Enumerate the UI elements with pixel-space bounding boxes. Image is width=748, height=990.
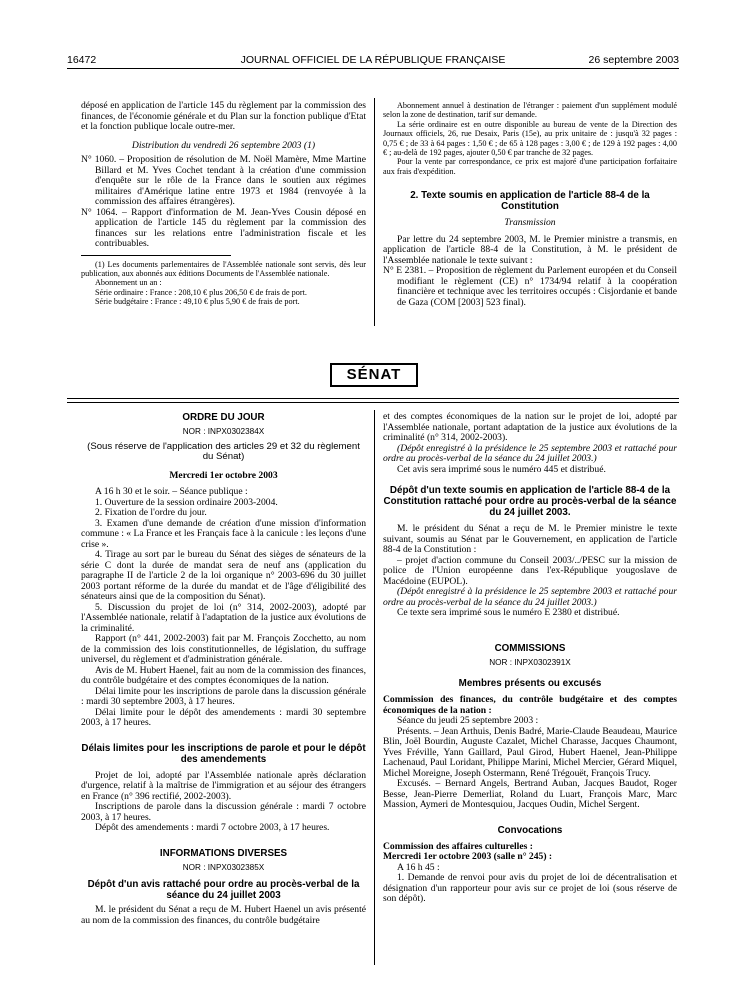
depot-amendements: Dépôt des amendements : mardi 7 octobre 2003, à 17 heures. [95, 822, 330, 833]
delai-amendements: Délai limite pour le dépôt des amendements : mardi 30 septembre 2003, à 17 heures. [81, 706, 366, 728]
rapport-paragraph: Rapport (n° 441, 2002-2003) fait par M. François Zocchetto, au nom de la commission des lois constitutionnelles, de législation, du suffrage universel, du règlement et d'administration générale. [81, 633, 366, 665]
excuses-list: Excusés. – Bernard Angels, Bertrand Auban, Jacques Baudot, Roger Besse, Jean-Pierre Demerliat, Roland du Luart, François Marc, Marc Massion, Aymeri de Montesquiou, Jacques Oudin, Michel Sergent. [383, 778, 677, 810]
reserve-subheading: (Sous réserve de l'application des articles 29 et 32 du règlement du Sénat) [87, 440, 360, 462]
header-rule [67, 68, 679, 69]
transmission-paragraph: Par lettre du 24 septembre 2003, M. le Premier ministre a transmis, en application de l'article 88-4 de la Constitution, à M. le président de l'Assemblée nationale le texte suivant : [383, 233, 677, 266]
seance-date: Séance du jeudi 25 septembre 2003 : [397, 715, 539, 726]
avis-paragraph: Avis de M. Hubert Haenel, fait au nom de la commission des finances, du contrôle budgétaire et des comptes économiques de la nation. [81, 664, 366, 686]
immigration-bill: Projet de loi, adopté par l'Assemblée nationale après déclaration d'urgence, relatif à la maîtrise de l'immigration et au séjour des étrangers en France (n° 396 rectifié, 2002-2003). [81, 769, 366, 802]
informations-diverses-heading: INFORMATIONS DIVERSES [159, 847, 288, 859]
commissions-heading: COMMISSIONS [494, 642, 566, 654]
document-1064: N° 1064. – Rapport d'information de M. Jean-Yves Cousin déposé en application de l'article 145 du règlement par la commission des finances sur les relations entre l'administration fiscale et les contribuables. [81, 206, 366, 249]
agenda-item-4: 4. Tirage au sort par le bureau du Sénat des sièges de sénateurs de la série C dont la durée de mandat sera de neuf ans (application du paragraphe II de l'article 2 de la loi organique n° 2003-696 du 30 juillet 2003 portant réforme de la durée du mandat et de l'âge d'éligibilité des sénateurs ainsi que de la composition du Sénat). [81, 549, 366, 602]
footnote-budget-series: Série budgétaire : France : 49,10 € plus 5,90 € de frais de port. [95, 297, 300, 307]
section-double-rule [67, 398, 679, 403]
mail-order-note: Pour la vente par correspondance, ce prix est majoré d'une participation forfaitaire aux frais d'expédition. [383, 157, 677, 176]
foreign-subscription: Abonnement annuel à destination de l'étranger : paiement d'un supplément modulé selon la zone de destination, tarif sur demande. [383, 101, 677, 120]
top-left-column [81, 101, 366, 307]
depot-avis-heading: Dépôt d'un avis rattaché pour ordre au procès-verbal de la séance du 24 juillet 2003 [87, 879, 360, 901]
haenel-avis: M. le président du Sénat a reçu de M. Hubert Haenel un avis présenté au nom de la commission des finances, du contrôle budgétaire [81, 904, 366, 926]
delais-limites-heading: Délais limites pour les inscriptions de parole et pour le dépôt des amendements [81, 742, 366, 765]
texte-recu: M. le président du Sénat a reçu de M. le Premier ministre le texte suivant, soumis au Sénat par le Gouvernement, en application de l'article 88-4 de la Constitution : [383, 523, 677, 555]
top-right-column [383, 101, 677, 308]
convocation-item-1: 1. Demande de renvoi pour avis du projet de loi de décentralisation et désignation d'un rapporteur pour avis sur ce projet de loi (sous réserve de son dépôt). [383, 872, 677, 904]
texte-numero: Ce texte sera imprimé sous le numéro E 2380 et distribué. [397, 607, 620, 618]
footnote-subscription: Abonnement un an : [95, 278, 162, 288]
agenda-item-1: 1. Ouverture de la session ordinaire 2003-2004. [95, 496, 278, 508]
agenda-item-2: 2. Fixation de l'ordre du jour. [95, 507, 207, 518]
projet-action-commune: – projet d'action commune du Conseil 2003/../PESC sur la mission de police de l'Union européenne dans l'ex-République yougoslave de Macédoine (EUPOL). [383, 554, 677, 587]
depot-enregistre-1: (Dépôt enregistré à la présidence le 25 septembre 2003 et rattaché pour ordre au procès-verbal de la séance du 24 juillet 2003.) [383, 442, 677, 464]
avis-numero: Cet avis sera imprimé sous le numéro 445 et distribué. [397, 463, 606, 475]
journal-title: JOURNAL OFFICIEL DE LA RÉPUBLIQUE FRANÇAISE [240, 54, 506, 66]
nor-reference-2: NOR : INPX0302385X [182, 862, 265, 872]
convocation-time: A 16 h 45 : [397, 861, 440, 873]
presents-list: Présents. – Jean Arthuis, Denis Badré, Marie-Claude Beaudeau, Maurice Blin, Joël Bourdin, Auguste Cazalet, Michel Charasse, Jacques Chaumont, Yves Fréville, Yann Gaillard, Paul Girod, Hubert Haenel, Jean-Philippe Lachenaud, Paul Loridant, Philippe Marini, Michel Mercier, Gérard Miquel, Michel Moreigne, Joseph Ostermann, René Trégouët, François Trucy. [383, 725, 677, 779]
delai-parole: Délai limite pour les inscriptions de parole dans la discussion générale : mardi 30 septembre 2003, à 17 heures. [81, 685, 366, 707]
transmission-heading: Transmission [504, 217, 556, 229]
convocation-date: Mercredi 1er octobre 2003 (salle n° 245) : [383, 851, 553, 862]
issue-date: 26 septembre 2003 [588, 54, 679, 66]
footnote-ordinary-series: Série ordinaire : France : 208,10 € plus 206,50 € de frais de port. [95, 287, 307, 297]
article-88-4-heading: 2. Texte soumis en application de l'article 88-4 de la Constitution [410, 190, 650, 213]
agenda-item-5: 5. Discussion du projet de loi (n° 314, 2002-2003), adopté par l'Assemblée nationale, relatif à l'adaptation de la justice aux évolutions de la criminalité. [81, 601, 366, 634]
seance-publique: A 16 h 30 et le soir. – Séance publique : [95, 486, 248, 497]
nor-reference-1: NOR : INPX0302384X [182, 427, 265, 436]
running-header [67, 54, 679, 68]
distribution-heading: Distribution du vendredi 26 septembre 2003 (1) [131, 139, 316, 151]
bottom-column-rule [374, 410, 375, 965]
convocations-heading: Convocations [497, 824, 563, 836]
senat-title-box: SÉNAT [330, 363, 418, 387]
sale-prices: La série ordinaire est en outre disponible au bureau de vente de la Direction des Journaux officiels, 26, rue Desaix, Paris (15e), au prix unitaire de : jusqu'à 32 pages : 0,75 € ; de 33 à 64 pages : 1,50 € ; de 65 à 128 pages : 3,00 € ; de 129 à 192 pages : 4,00 € ; au-delà de 192 pages, ajouter 0,50 € par tranche de 32 pages. [383, 119, 677, 158]
footnote-text: (1) Les documents parlementaires de l'Assemblée nationale sont servis, dès leur publication, aux abonnés aux éditions Documents de l'Assemblée nationale. [81, 259, 366, 278]
document-e2381: N° E 2381. – Proposition de règlement du Parlement européen et du Conseil modifiant le règlement (CE) n° 1734/94 relatif à la coopération financière et technique avec les territoires occupés : Cisjordanie et bande de Gaza (COM [2003] 523 final). [383, 265, 677, 308]
membres-heading: Membres présents ou excusés [458, 678, 602, 689]
page-number: 16472 [67, 54, 97, 66]
commission-finances-heading: Commission des finances, du contrôle budgétaire et des comptes économiques de la nation : [383, 694, 677, 716]
session-date: Mercredi 1er octobre 2003 [169, 469, 278, 481]
depot-enregistre-2: (Dépôt enregistré à la présidence le 25 septembre 2003 et rattaché pour ordre au procès-verbal de la séance du 24 juillet 2003.) [383, 586, 677, 608]
footnote-rule [81, 255, 231, 256]
depot-texte-heading: Dépôt d'un texte soumis en application de l'article 88-4 de la Constitution rattaché pour ordre au procès-verbal de la séance du 24 juillet 2003. [383, 485, 677, 518]
avis-continuation: et des comptes économiques de la nation sur le projet de loi, adopté par l'Assemblée nationale, portant adaptation de la justice aux évolutions de la criminalité (n° 314, 2002-2003). [383, 411, 677, 443]
senat-left-column [81, 412, 366, 926]
ordre-du-jour-heading: ORDRE DU JOUR [182, 412, 265, 423]
senat-right-column [383, 412, 677, 905]
document-1060: N° 1060. – Proposition de résolution de M. Noël Mamère, Mme Martine Billard et M. Yves Cochet tendant à la création d'une commission d'enquête sur le rôle de la France dans le soutien aux régimes militaires d'Amérique latine entre 1973 et 1984 (renvoyée à la commission des affaires étrangères). [81, 154, 366, 207]
deposit-paragraph: déposé en application de l'article 145 du règlement par la commission des finances, de l'économie générale et du Plan sur la fonction publique d'Etat et la fonction publique locale outre-mer. [81, 100, 366, 132]
top-column-rule [374, 98, 375, 326]
commission-culturelles-heading: Commission des affaires culturelles : [383, 840, 533, 852]
nor-reference-3: NOR : INPX0302391X [489, 657, 571, 667]
inscriptions-parole: Inscriptions de parole dans la discussion générale : mardi 7 octobre 2003, à 17 heures. [81, 801, 366, 823]
agenda-item-3: 3. Examen d'une demande de création d'une mission d'information commune : « La France et les Français face à la canicule : les leçons d'une crise ». [81, 517, 366, 550]
